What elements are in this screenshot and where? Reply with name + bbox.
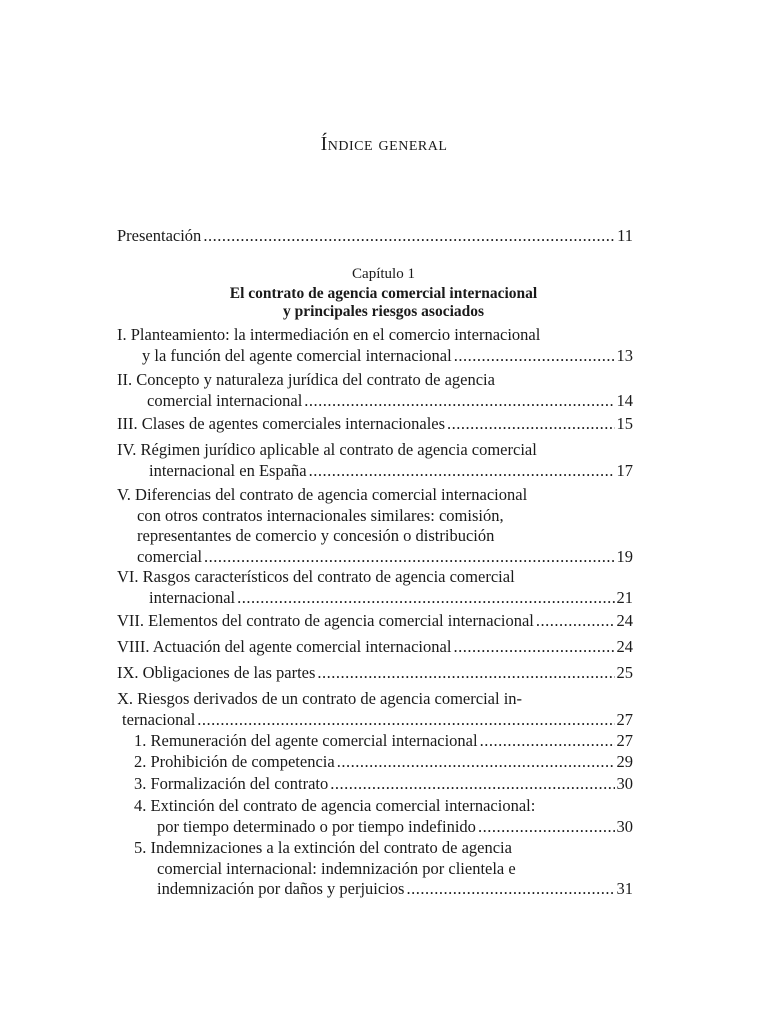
toc-entry xyxy=(117,325,633,366)
leader-dots xyxy=(197,710,614,731)
toc-entry-label: VI. Rasgos característicos del contrato de agencia comercial xyxy=(117,567,515,586)
toc-entry-label: V. Diferencias del contrato de agencia comercial internacional xyxy=(117,485,528,504)
toc-entry-label: y la función del agente comercial internacional xyxy=(142,345,452,365)
toc-entry xyxy=(117,611,633,632)
toc-entry-label: 3. Formalización del contrato xyxy=(134,774,329,793)
toc-subentry xyxy=(117,752,633,773)
toc-page-number: 14 xyxy=(616,390,633,410)
toc-entry-label: IV. Régimen jurídico aplicable al contrato de agencia comercial xyxy=(117,440,537,459)
page-title: Índice general xyxy=(320,133,448,155)
leader-dots xyxy=(454,346,615,367)
toc-page-number: 31 xyxy=(616,879,633,898)
toc-subentry xyxy=(117,838,633,900)
toc-entry-label: por tiempo determinado o por tiempo indefinido xyxy=(157,816,476,836)
toc-entry-label: representantes de comercio y concesión o distribución xyxy=(137,526,495,545)
toc-entry-presentacion xyxy=(117,226,633,247)
toc-entry-label: 5. Indemnizaciones a la extinción del contrato de agencia xyxy=(134,838,512,857)
leader-dots xyxy=(203,226,615,247)
toc-page-number: 30 xyxy=(616,774,633,793)
leader-dots xyxy=(204,547,614,568)
toc-entry xyxy=(117,414,633,435)
toc-entry xyxy=(117,370,633,411)
toc-entry-label: ternacional xyxy=(122,709,196,729)
toc-entry-label: Presentación xyxy=(117,226,202,245)
toc-entry-label: VII. Elementos del contrato de agencia comercial internacional xyxy=(117,611,534,630)
toc-page-number: 11 xyxy=(617,226,633,245)
leader-dots xyxy=(330,774,614,795)
toc-entry-label: X. Riesgos derivados de un contrato de agencia comercial in- xyxy=(117,689,523,708)
leader-dots xyxy=(480,731,615,752)
leader-dots xyxy=(337,752,615,773)
toc-entry xyxy=(117,663,633,684)
toc-entry-label: internacional xyxy=(149,587,236,607)
leader-dots xyxy=(309,461,615,482)
toc-subentry xyxy=(117,731,633,752)
toc-entry-label: comercial internacional: indemnización por clientela e xyxy=(157,858,516,878)
toc-page-number: 17 xyxy=(616,460,633,480)
toc-entry-label: internacional en España xyxy=(149,460,307,480)
toc-page-number: 13 xyxy=(616,345,633,365)
toc-entry xyxy=(117,485,633,567)
toc-subentry xyxy=(117,774,633,795)
toc-entry xyxy=(117,440,633,481)
toc-page-number: 25 xyxy=(616,663,633,682)
toc-entry-label: IX. Obligaciones de las partes xyxy=(117,663,316,682)
leader-dots xyxy=(478,817,615,838)
toc-page-number: 24 xyxy=(616,611,633,630)
toc-subentry xyxy=(117,796,633,837)
toc-entry-label: comercial xyxy=(137,546,203,566)
leader-dots xyxy=(237,588,614,609)
toc-entry xyxy=(117,567,633,608)
toc-page-number: 30 xyxy=(616,816,633,836)
toc-entry-label: 4. Extinción del contrato de agencia comercial internacional: xyxy=(134,796,536,815)
toc-page-number: 24 xyxy=(616,637,633,656)
toc-entry-label: VIII. Actuación del agente comercial internacional xyxy=(117,637,452,656)
toc-page-number: 27 xyxy=(616,709,633,729)
toc-entry-label: 2. Prohibición de competencia xyxy=(134,752,335,771)
toc-entry-label: 1. Remuneración del agente comercial internacional xyxy=(134,731,478,750)
toc-page-number: 21 xyxy=(616,587,633,607)
toc-entry-label: I. Planteamiento: la intermediación en el comercio internacional xyxy=(117,325,541,344)
chapter-title-line-2: y principales riesgos asociados xyxy=(282,303,485,320)
toc-page-number: 15 xyxy=(616,414,633,433)
toc-entry-label: indemnización por daños y perjuicios xyxy=(157,879,405,898)
toc-entry-label: II. Concepto y naturaleza jurídica del contrato de agencia xyxy=(117,370,495,389)
leader-dots xyxy=(536,611,615,632)
toc-entry-label: con otros contratos internacionales similares: comisión, xyxy=(137,505,504,525)
leader-dots xyxy=(453,637,614,658)
chapter-label: Capítulo 1 xyxy=(352,266,415,282)
toc-page-number: 19 xyxy=(616,546,633,566)
leader-dots xyxy=(317,663,614,684)
toc-page-number: 29 xyxy=(616,752,633,771)
leader-dots xyxy=(304,391,614,412)
toc-page-number: 27 xyxy=(616,731,633,750)
toc-entry-label: III. Clases de agentes comerciales internacionales xyxy=(117,414,446,433)
chapter-title-line-1: El contrato de agencia comercial internacional xyxy=(229,285,538,302)
toc-entry xyxy=(117,689,633,730)
toc-entry xyxy=(117,637,633,658)
leader-dots xyxy=(406,879,614,900)
toc-entry-label: comercial internacional xyxy=(147,390,303,410)
leader-dots xyxy=(447,414,614,435)
